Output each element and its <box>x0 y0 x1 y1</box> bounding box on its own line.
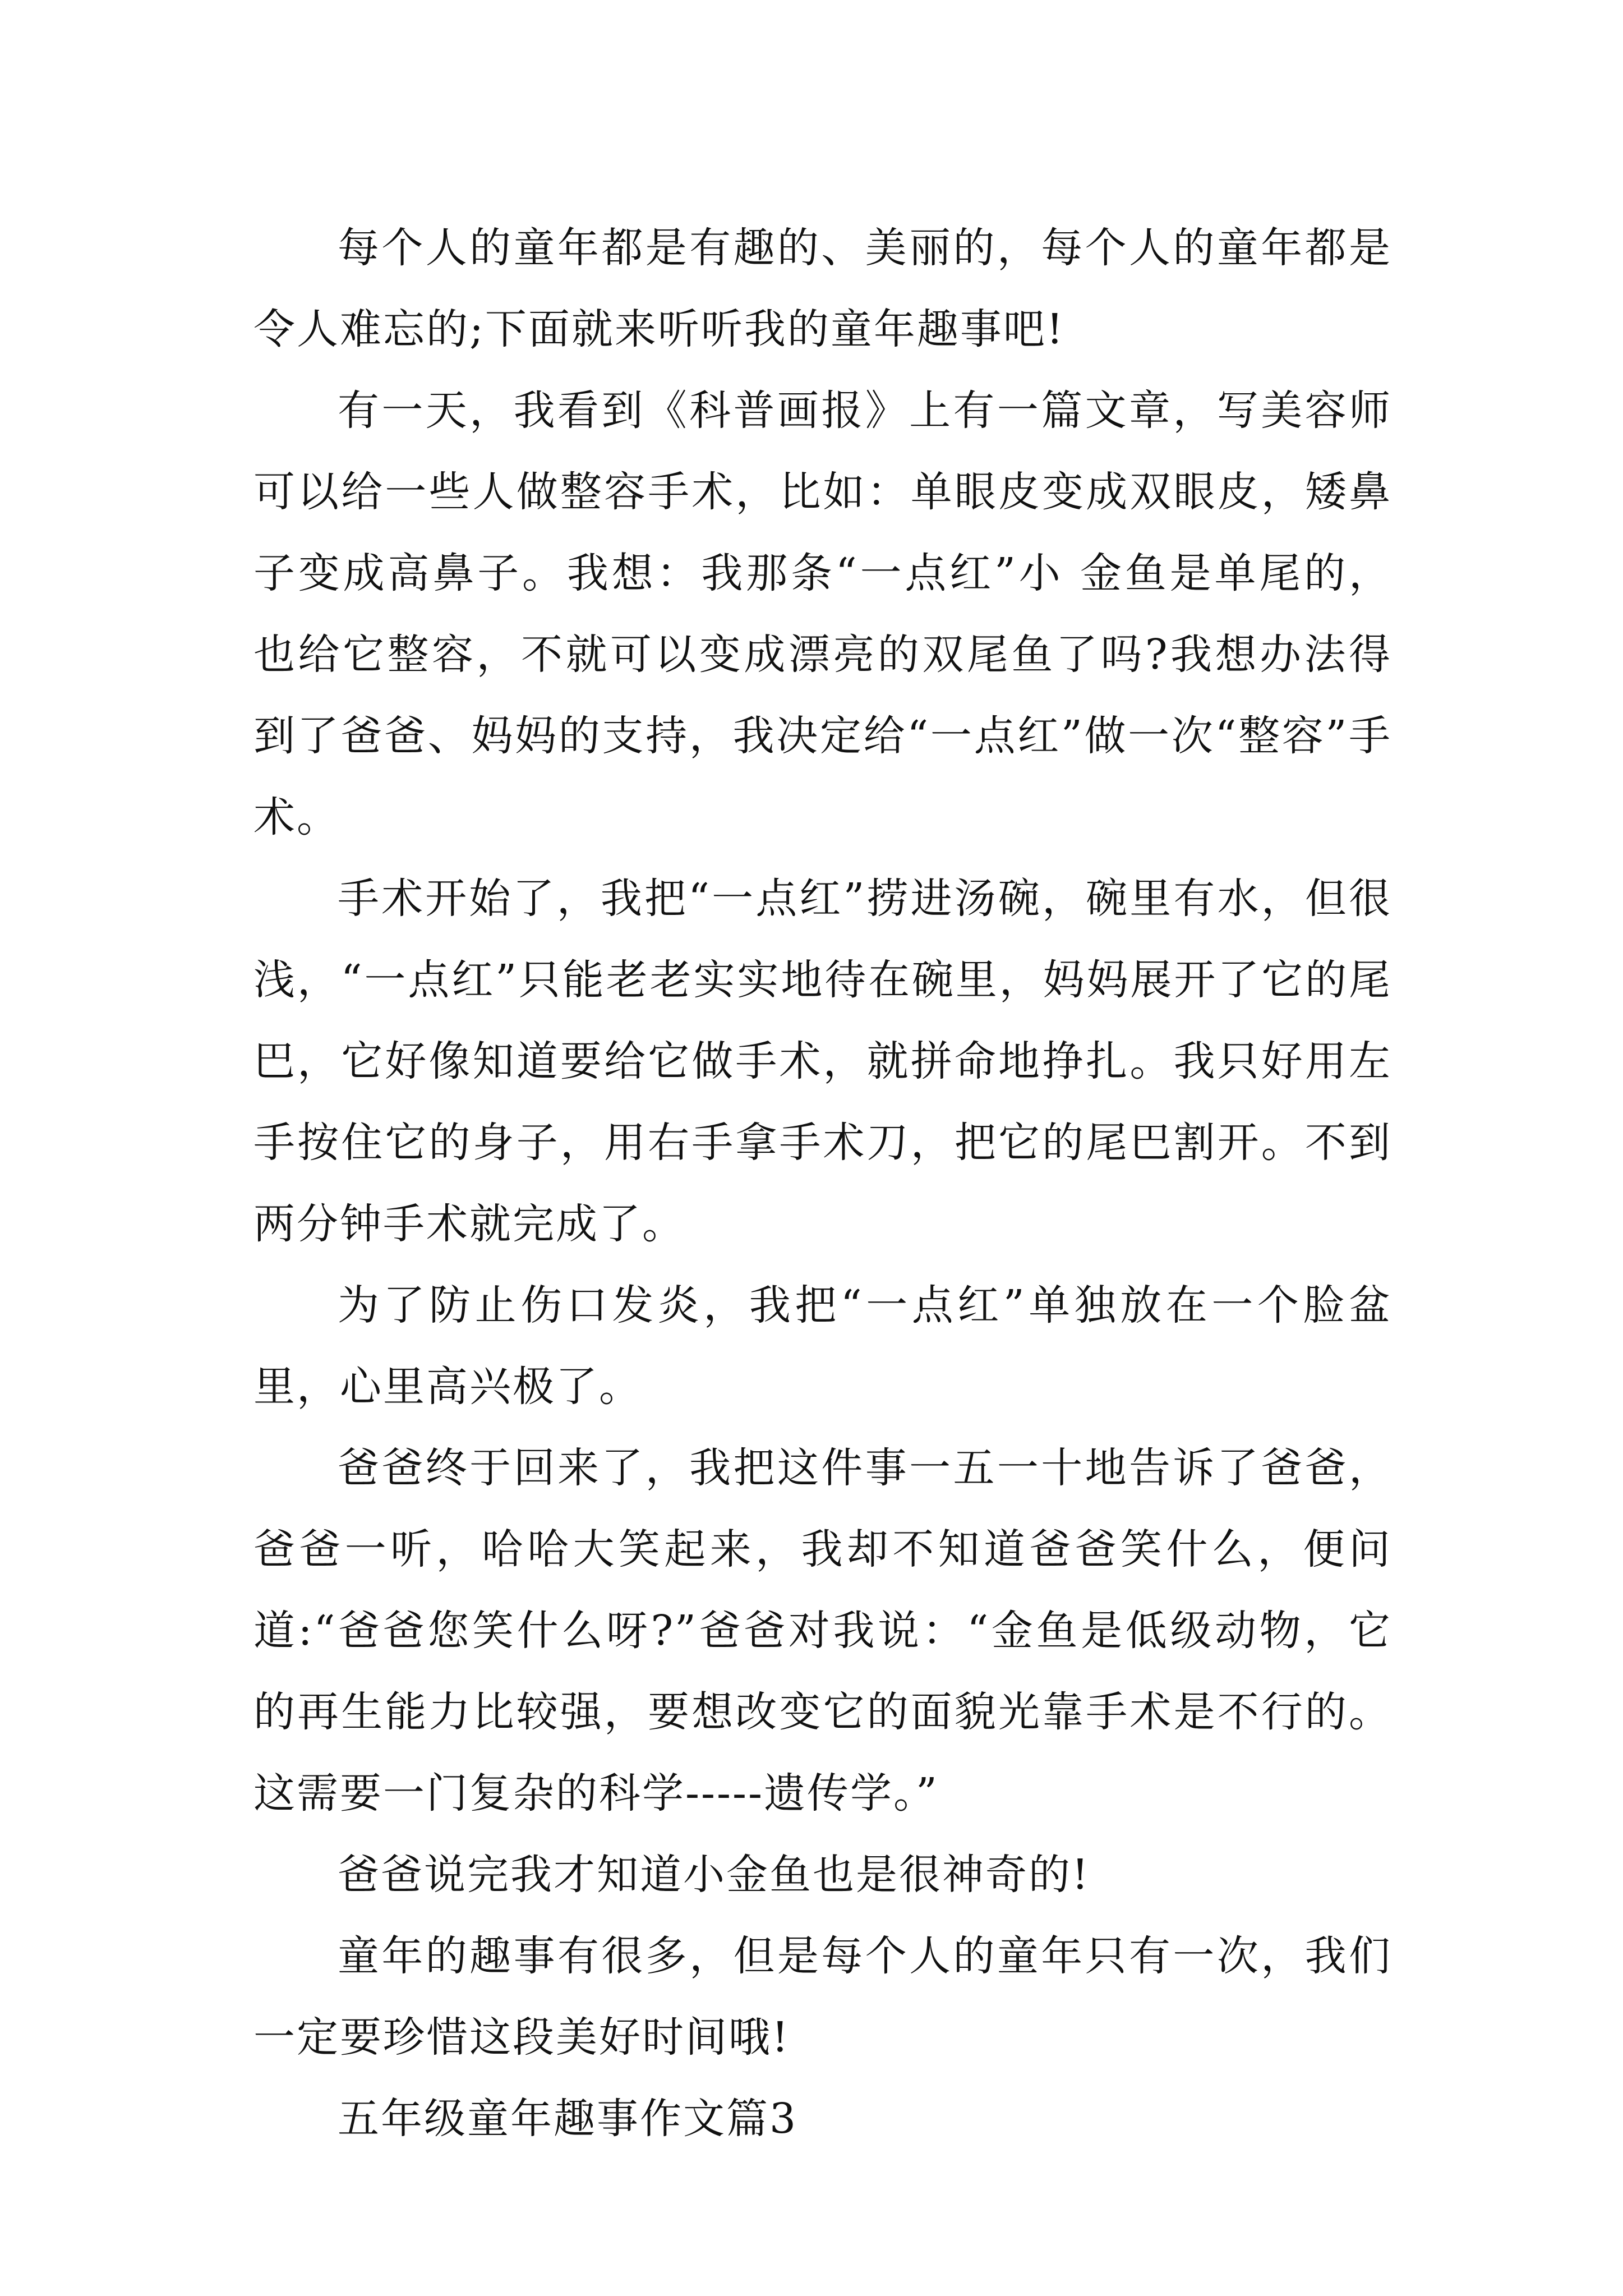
paragraph-conclusion: 童年的趣事有很多，但是每个人的童年只有一次，我们一定要珍惜这段美好时间哦! <box>253 1932 1392 2062</box>
paragraph-father: 爸爸终于回来了，我把这件事一五一十地告诉了爸爸，爸爸一听，哈哈大笑起来，我却不知道爸爸笑什么，便问道:“爸爸您笑什么呀?”爸爸对我说：“金鱼是低级动物，它的再生能力比较强，要想改变它的面貌光靠手术是不行的。这需要一门复杂的科学-----遗传学。” <box>253 1444 1392 1818</box>
paragraph-surgery: 手术开始了，我把“一点红”捞进汤碗，碗里有水，但很浅，“一点红”只能老老实实地待在碗里，妈妈展开了它的尾巴，它好像知道要给它做手术，就拼命地挣扎。我只好用左手按住它的身子，用右手拿手术刀，把它的尾巴割开。不到两分钟手术就完成了。 <box>253 875 1392 1248</box>
paragraph-realization: 爸爸说完我才知道小金鱼也是很神奇的! <box>338 1851 1090 1899</box>
paragraph-intro: 每个人的童年都是有趣的、美丽的，每个人的童年都是令人难忘的;下面就来听听我的童年趣事吧! <box>253 224 1392 353</box>
document-body <box>253 208 1392 2160</box>
paragraph-idea: 有一天，我看到《科普画报》上有一篇文章，写美容师可以给一些人做整容手术，比如：单眼皮变成双眼皮，矮鼻子变成高鼻子。我想：我那条“一点红”小 金鱼是单尾的，也给它整容，不就可以变成漂亮的双尾鱼了吗?我想办法得到了爸爸、妈妈的支持，我决定给“一点红”做一次“整容”手术。 <box>253 386 1392 841</box>
section-heading: 五年级童年趣事作文篇3 <box>338 2095 798 2143</box>
paragraph-basin: 为了防止伤口发炎，我把“一点红”单独放在一个脸盆里，心里高兴极了。 <box>253 1281 1392 1411</box>
